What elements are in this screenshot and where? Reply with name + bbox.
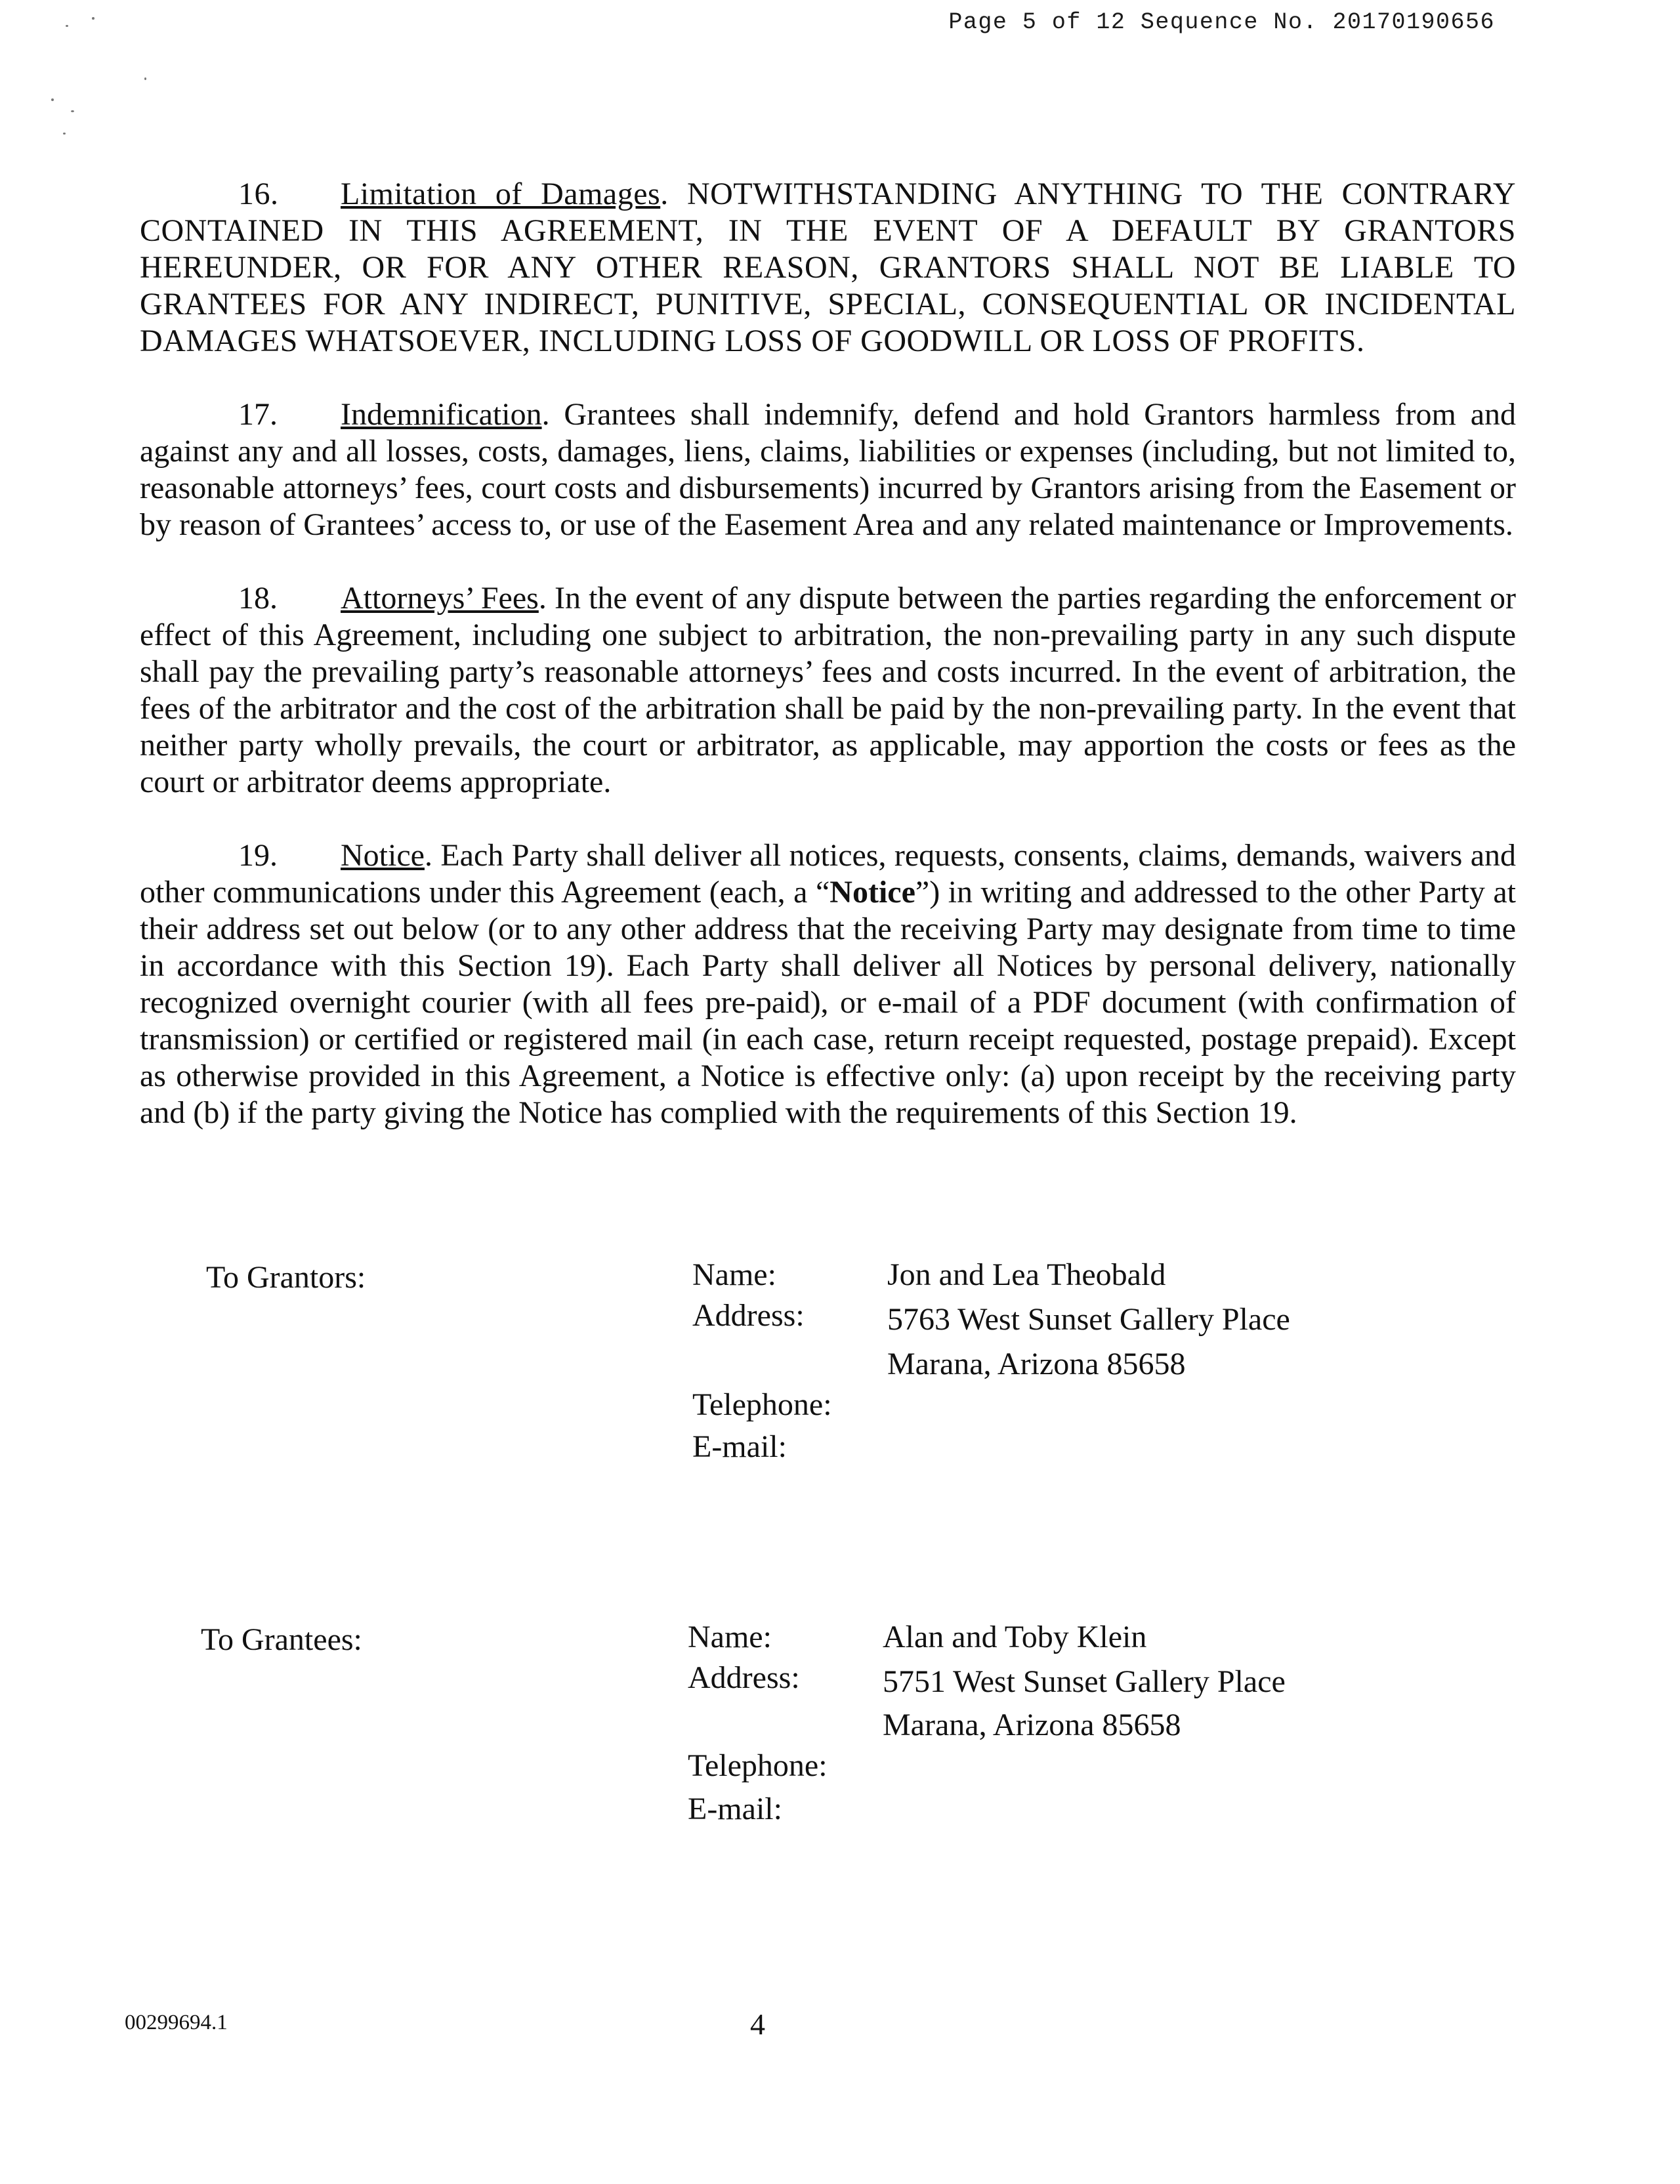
address-label: Address: [692,1298,805,1333]
email-label: E-mail: [688,1792,782,1826]
section-19 [140,837,1516,1131]
section-text: ”) in writing and addressed to the other Party at their address set out below (or to any other address that the receiving Party may designate from time to time in accordance with this Section 19). Each Party shall deliver all Notices by personal delivery, nationally recognized overnight courier (with all fees pre-paid), or e-mail of a PDF document (with confirmation of transmission) or certified or registered mail (in each case, return receipt requested, postage prepaid). Except as otherwise provided in this Agreement, a Notice is effective only: (a) upon receipt by the receiving party and (b) if the party giving the Notice has complied with the requirements of this Section 19. [140,875,1516,1130]
section-16 [140,176,1516,360]
grantors-name: Jon and Lea Theobald [887,1257,1166,1292]
name-label: Name: [692,1257,776,1292]
scan-speck [63,133,66,135]
grantees-address-line2: Marana, Arizona 85658 [883,1708,1181,1742]
section-text: . NOTWITHSTANDING ANYTHING TO THE CONTRARY CONTAINED IN THIS AGREEMENT, IN THE EVENT OF A DEFAULT BY GRANTORS HEREUNDER, OR FOR ANY OTHER REASON, GRANTORS SHALL NOT BE LIABLE TO GRANTEES FOR ANY INDIRECT, PUNITIVE, SPECIAL, CONSEQUENTIAL OR INCIDENTAL DAMAGES WHATSOEVER, INCLUDING LOSS OF GOODWILL OR LOSS OF PROFITS. [140,177,1516,358]
scan-speck [71,110,74,112]
section-heading: Notice [341,838,425,873]
name-label: Name: [688,1620,772,1654]
to-grantors-label: To Grantors: [206,1260,366,1295]
grantees-address-line1: 5751 West Sunset Gallery Place [883,1664,1286,1699]
to-grantees-label: To Grantees: [201,1622,362,1657]
telephone-label: Telephone: [692,1387,832,1422]
section-heading: Limitation of Damages [341,177,661,211]
section-heading: Attorneys’ Fees [341,581,539,616]
telephone-label: Telephone: [688,1748,828,1783]
grantors-address-line1: 5763 West Sunset Gallery Place [887,1302,1290,1337]
scan-speck [51,98,54,101]
section-number: 16. [238,177,279,211]
section-18 [140,580,1516,801]
document-id: 00299694.1 [125,2011,228,2034]
agreement-body [140,176,1516,1168]
section-heading: Indemnification [341,397,542,432]
scan-speck [66,25,68,27]
address-label: Address: [688,1660,800,1695]
grantors-address-line2: Marana, Arizona 85658 [887,1347,1186,1381]
section-text: . In the event of any dispute between the parties regarding the enforcement or effect of this Agreement, including one subject to arbitration, the non-prevailing party in any such dispute shall pay the prevailing party’s reasonable attorneys’ fees and costs incurred. In the event of arbitration, the fees of the arbitrator and the cost of the arbitration shall be paid by the non-prevailing party. In the event that neither party wholly prevails, the court or arbitrator, as applicable, may apportion the costs or fees as the court or arbitrator deems appropriate. [140,581,1516,799]
scan-speck [144,77,146,80]
grantees-name: Alan and Toby Klein [883,1620,1147,1654]
section-text: . Grantees shall indemnify, defend and hold Grantors harmless from and against any and all losses, costs, damages, liens, claims, liabilities or expenses (including, but not limited to, reasonable attorneys’ fees, court costs and disbursements) incurred by Grantors arising from the Easement or by reason of Grantees’ access to, or use of the Easement Area and any related maintenance or Improvements. [140,397,1516,542]
page-sequence-header: Page 5 of 12 Sequence No. 20170190656 [948,9,1495,35]
section-text: . Each Party shall deliver all notices, requests, consents, claims, demands, waivers and other communications under this Agreement (each, a “ [140,838,1516,910]
page-number: 4 [750,2007,765,2041]
notice-defined-term: Notice [830,875,915,910]
section-17 [140,396,1516,543]
section-number: 18. [238,581,278,616]
section-number: 17. [238,397,278,432]
section-number: 19. [238,838,278,873]
email-label: E-mail: [692,1429,787,1464]
scan-speck [92,17,94,20]
